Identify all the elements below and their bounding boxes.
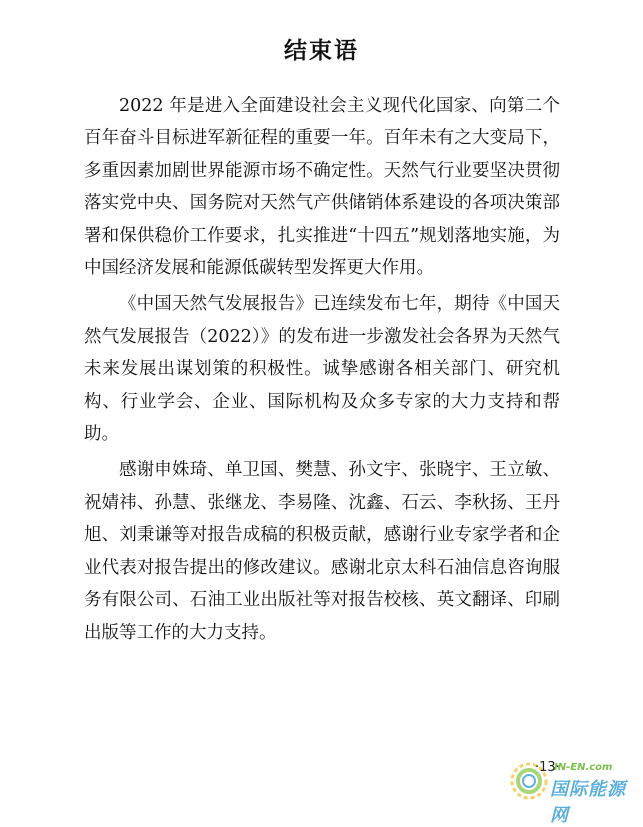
paragraph-3: 感谢申姝琦、单卫国、樊慧、孙文宇、张晓宇、王立敏、祝婧祎、孙慧、张继龙、李易隆、沈鑫、石云、李秋扬、王丹旭、刘秉谦等对报告成稿的积极贡献，感谢行业专家学者和企业代表对报告提出的修改建议。感谢北京太科石油信息咨询服务有限公司、石油工业出版社等对报告校核、英文翻译、印刷出版等工作的大力支持。 <box>84 460 560 643</box>
page-number: ·13· <box>535 760 560 775</box>
watermark-site: IN-EN.com <box>554 762 613 773</box>
paragraph-2: 《中国天然气发展报告》已连续发布七年，期待《中国天然气发展报告（2022）》的发布进一步激发社会各界为天然气未来发展出谋划策的积极性。诚挚感谢各相关部门、研究机构、行业学会、企业、国际机构及众多专家的大力支持和帮助。 <box>84 294 560 445</box>
watermark <box>508 758 643 826</box>
document-body <box>84 90 560 653</box>
paragraph-1: 2022 年是进入全面建设社会主义现代化国家、向第二个百年奋斗目标进军新征程的重要一年。百年未有之大变局下，多重因素加剧世界能源市场不确定性。天然气行业要坚决贯彻落实党中央、国务院对天然气产供储销体系建设的各项决策部署和保供稳价工作要求，扎实推进“十四五”规划落地实施，为中国经济发展和能源低碳转型发挥更大作用。 <box>84 96 560 279</box>
watermark-name: 国际能源网 <box>550 779 626 826</box>
page-title: 结束语 <box>284 38 359 64</box>
